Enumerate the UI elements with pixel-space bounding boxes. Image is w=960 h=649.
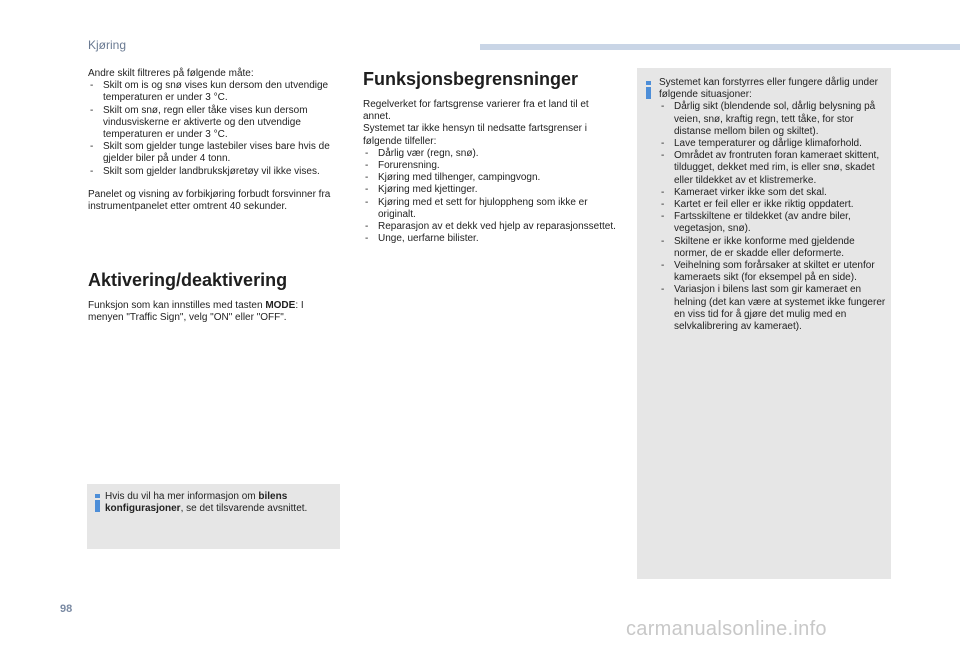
limits-section <box>363 68 618 245</box>
list-item: - Reparasjon av et dekk ved hjelp av reparasjonssettet. <box>363 221 618 233</box>
list-item: - Kjøring med tilhenger, campingvogn. <box>363 172 618 184</box>
section-title: Kjøring <box>88 38 127 52</box>
header-bar <box>480 44 960 50</box>
activation-heading: Aktivering/deaktivering <box>88 270 288 290</box>
list-item: - Forurensning. <box>363 160 618 172</box>
list-item: - Fartsskiltene er tildekket (av andre biler, vegetasjon, snø). <box>659 211 887 235</box>
filter-list <box>88 80 340 178</box>
info-box-configuration <box>87 484 340 549</box>
overtaking-paragraph: Panelet og visning av forbikjøring forbudt forsvinner fra instrumentpanelet etter omtrent 40 sekunder. <box>88 188 331 213</box>
list-item: - Området av frontruten foran kameraet skittent, tildugget, dekket med rim, is eller snø, skadet eller tildekket av et klistremerke. <box>659 150 887 187</box>
list-item: - Kartet er feil eller er ikke riktig oppdatert. <box>659 199 887 211</box>
activation-paragraph: Funksjon som kan innstilles med tasten MODE: I menyen "Traffic Sign", velg "ON" eller "OFF". <box>88 300 304 324</box>
list-item: - Skiltene er ikke konforme med gjeldende normer, de er skadde eller deformerte. <box>659 236 887 260</box>
limits-list <box>363 148 618 246</box>
list-item: - Dårlig vær (regn, snø). <box>363 148 618 160</box>
list-item: - Skilt som gjelder landbrukskjøretøy vil ikke vises. <box>88 166 340 178</box>
info-text: Hvis du vil ha mer informasjon om bilens konfigurasjoner, se det tilsvarende avsnittet. <box>105 491 308 515</box>
activation-text <box>88 300 340 324</box>
filter-section <box>88 68 340 213</box>
list-item: - Lave temperaturer og dårlige klimaforhold. <box>659 138 887 150</box>
list-item: - Kjøring med et sett for hjuloppheng som ikke er originalt. <box>363 197 618 221</box>
info-icon <box>95 494 101 512</box>
page-number: 98 <box>60 603 73 615</box>
filter-intro: Andre skilt filtreres på følgende måte: <box>88 68 254 79</box>
watermark: carmanualsonline.info <box>626 618 827 640</box>
list-item: - Unge, uerfarne bilister. <box>363 233 618 245</box>
list-item: - Variasjon i bilens last som gir kameraet en helning (det kan være at systemet ikke fungerer en viss tid for å gjøre det mulig med en selvkalibrering av kameraet). <box>659 284 887 333</box>
mode-key: MODE <box>265 300 296 311</box>
list-item: - Skilt om is og snø vises kun dersom den utvendige temperaturen er under 3 °C. <box>88 80 340 104</box>
info-box-disturbances <box>637 68 891 579</box>
limits-paragraph-2: Systemet tar ikke hensyn til nedsatte fartsgrenser i følgende tilfeller: <box>363 123 587 147</box>
limits-heading: Funksjonsbegrensninger <box>363 69 579 89</box>
list-item: - Skilt som gjelder tunge lastebiler vises bare hvis de gjelder biler på under 4 tonn. <box>88 141 340 165</box>
list-item: - Dårlig sikt (blendende sol, dårlig belysning på veien, snø, kraftig regn, tett tåke, for stor distanse mellom bilen og skiltet). <box>659 101 887 138</box>
disturbance-intro: Systemet kan forstyrres eller fungere dårlig under følgende situasjoner: <box>659 77 878 101</box>
info-icon <box>646 81 652 99</box>
info-text <box>659 77 887 333</box>
disturbance-list <box>659 101 887 333</box>
list-item: - Veihelning som forårsaker at skiltet er utenfor kameraets sikt (for eksempel på en side). <box>659 260 887 284</box>
list-item: - Skilt om snø, regn eller tåke vises kun dersom vindusviskerne er aktiverte og den utvendige temperaturen er under 3 °C. <box>88 105 340 142</box>
limits-paragraph-1: Regelverket for fartsgrense varierer fra et land til et annet. <box>363 99 589 123</box>
list-item: - Kjøring med kjettinger. <box>363 184 618 196</box>
list-item: - Kameraet virker ikke som det skal. <box>659 187 887 199</box>
